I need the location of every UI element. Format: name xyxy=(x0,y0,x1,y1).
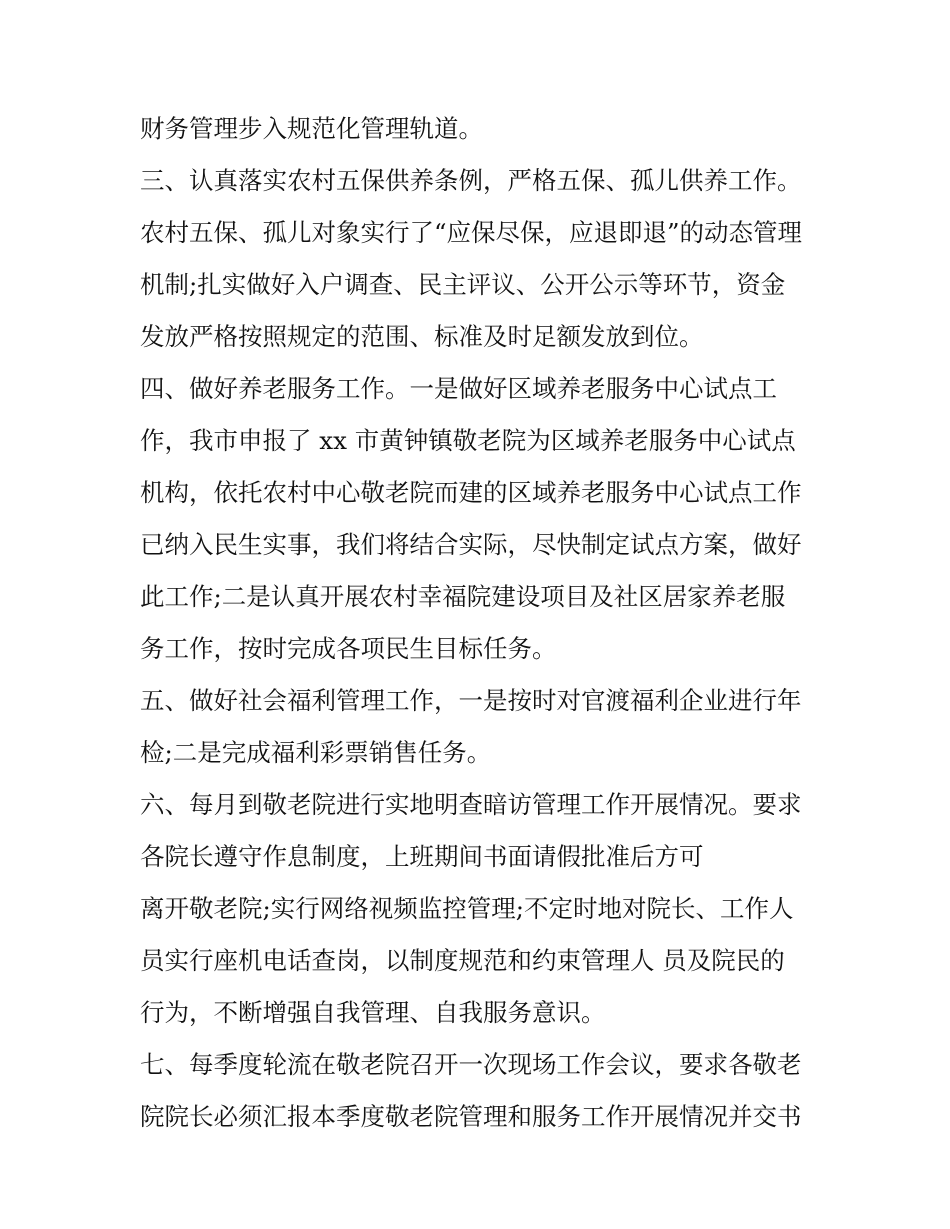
text-line: 各院长遵守作息制度，上班期间书面请假批准后方可 xyxy=(140,842,704,871)
text-line: 五、做好社会福利管理工作，一是按时对官渡福利企业进行年 xyxy=(140,686,802,715)
text-line: 财务管理步入规范化管理轨道。 xyxy=(140,114,483,143)
text-line: 已纳入民生实事，我们将结合实际，尽快制定试点方案，做好 xyxy=(140,530,802,559)
text-line: 六、每月到敬老院进行实地明查暗访管理工作开展情况。要求 xyxy=(140,790,802,819)
text-line: 发放严格按照规定的范围、标准及时足额发放到位。 xyxy=(140,322,704,351)
text-line: 检;二是完成福利彩票销售任务。 xyxy=(140,738,492,767)
text-line: 务工作，按时完成各项民生目标任务。 xyxy=(140,634,557,663)
text-line: 七、每季度轮流在敬老院召开一次现场工作会议，要求各敬老 xyxy=(140,1050,802,1079)
document-body xyxy=(140,103,830,1143)
text-line: 三、认真落实农村五保供养条例，严格五保、孤儿供养工作。 xyxy=(140,166,802,195)
text-line: 员实行座机电话查岗，以制度规范和约束管理人 员及院民的 xyxy=(140,946,785,975)
text-line: 此工作;二是认真开展农村幸福院建设项目及社区居家养老服 xyxy=(140,582,786,611)
text-line: 机构，依托农村中心敬老院而建的区域养老服务中心试点工作 xyxy=(140,478,802,507)
text-line: 行为，不断增强自我管理、自我服务意识。 xyxy=(140,998,606,1027)
text-line: 院院长必须汇报本季度敬老院管理和服务工作开展情况并交书 xyxy=(140,1102,802,1131)
text-line: 机制;扎实做好入户调查、民主评议、公开公示等环节，资金 xyxy=(140,270,786,299)
text-line: 农村五保、孤儿对象实行了“应保尽保，应退即退”的动态管理 xyxy=(140,218,803,247)
text-line: 作，我市申报了 xx 市黄钟镇敬老院为区域养老服务中心试点 xyxy=(140,426,796,455)
text-line: 离开敬老院;实行网络视频监控管理;不定时地对院长、工作人 xyxy=(140,894,794,923)
text-line: 四、做好养老服务工作。一是做好区域养老服务中心试点工 xyxy=(140,374,777,403)
